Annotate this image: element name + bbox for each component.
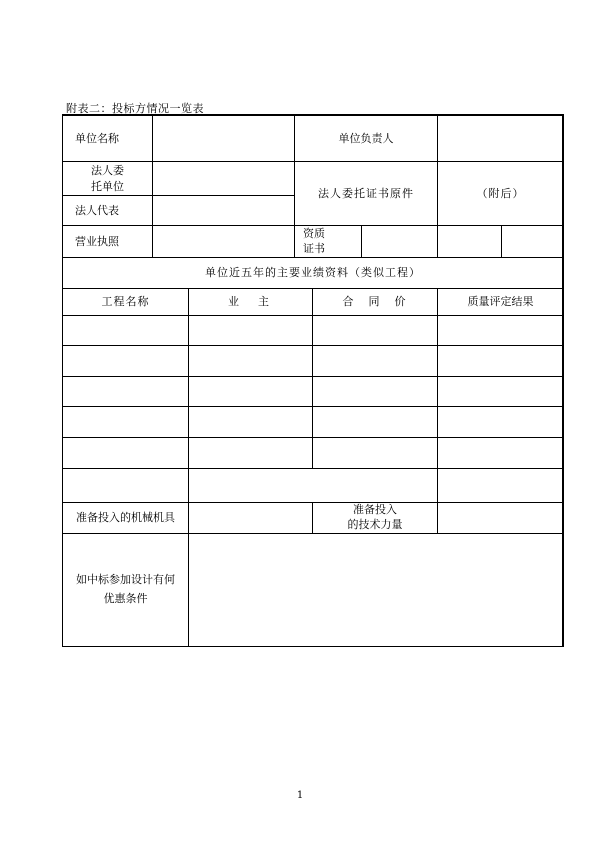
entrusted-unit-label-line1: 法人委	[91, 163, 124, 177]
machinery-label: 准备投入的机械机具	[76, 511, 175, 525]
column-header-quality-result: 质量评定结果	[467, 295, 534, 309]
preferential-terms-label	[63, 534, 188, 646]
tech-force-label-line1: 准备投入	[353, 503, 397, 517]
qualification-label	[295, 226, 361, 257]
entrusted-unit-label	[63, 162, 152, 195]
qualification-label-line2: 证书	[303, 241, 325, 255]
column-header-project-name: 工程名称	[101, 295, 150, 309]
attached-note: （附后）	[476, 186, 525, 200]
unit-head-value[interactable]	[438, 116, 563, 161]
entrusted-unit-label-line2: 托单位	[91, 179, 124, 193]
legal-rep-label: 法人代表	[75, 203, 119, 217]
column-header-owner: 业 主	[228, 295, 273, 309]
form-caption: 附表二：投标方情况一览表	[66, 102, 204, 115]
preferential-terms-field[interactable]	[189, 534, 563, 646]
power-of-attorney-label: 法人委托证书原件	[318, 186, 414, 200]
column-header-contract-price: 合 同 价	[342, 295, 408, 309]
business-license-label: 营业执照	[75, 234, 119, 248]
tech-force-label	[313, 503, 437, 533]
unit-name-label: 单位名称	[75, 131, 119, 145]
preferential-terms-label-line2: 优惠条件	[103, 592, 148, 605]
qualification-label-line1: 资质	[303, 226, 325, 240]
page-number: 1	[296, 790, 304, 801]
tech-force-label-line2: 的技术力量	[347, 518, 403, 531]
performance-section-header: 单位近五年的主要业绩资料（类似工程）	[205, 266, 421, 280]
preferential-terms-label-line1: 如中标参加设计有何	[76, 573, 175, 587]
unit-head-label: 单位负责人	[338, 131, 394, 145]
unit-name-value[interactable]	[153, 116, 294, 161]
